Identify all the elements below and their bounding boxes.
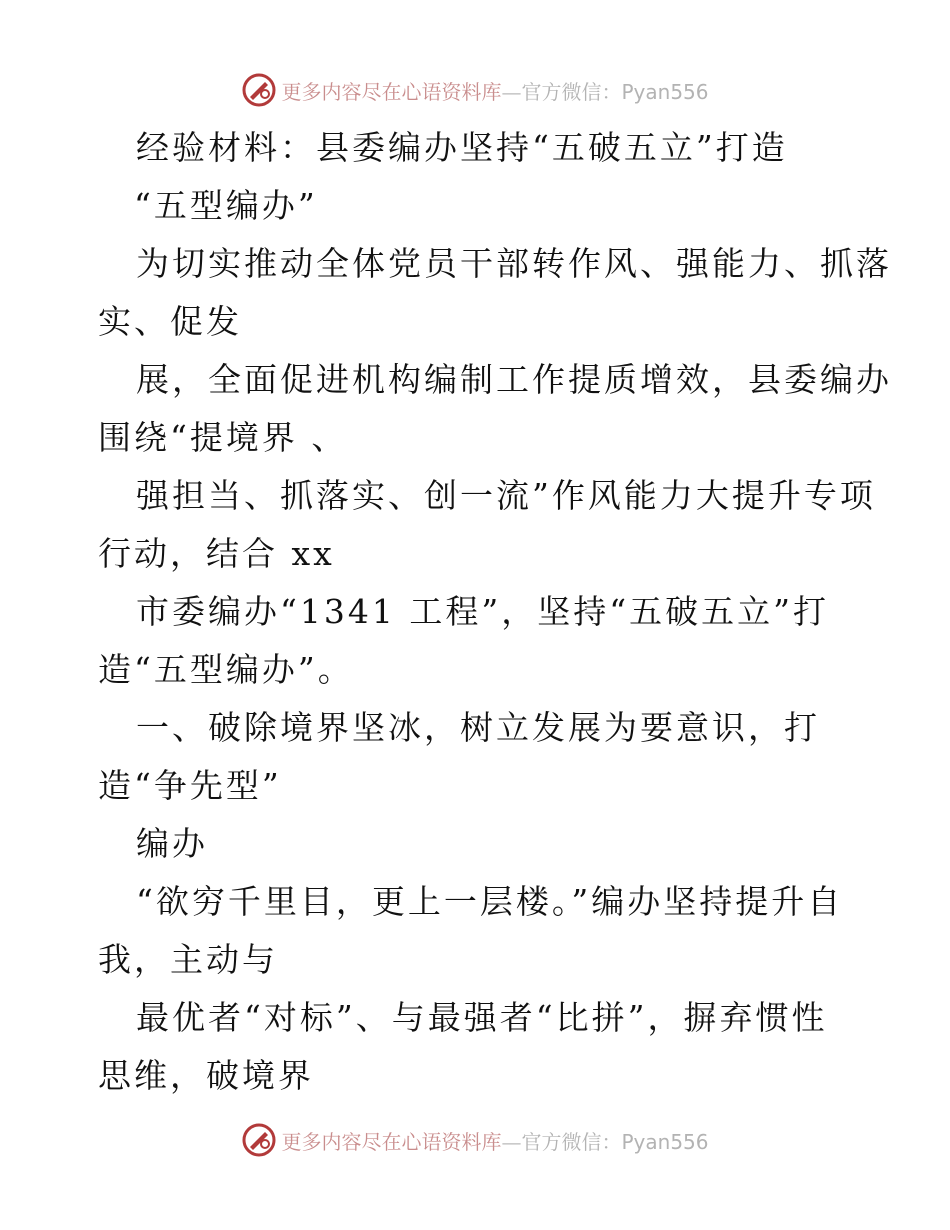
watermark-wechat-label: 官方微信： bbox=[521, 1129, 622, 1154]
watermark-separator: — bbox=[501, 79, 522, 104]
section-heading-line-3: 编办 bbox=[136, 824, 208, 863]
paragraph-line: 实、促发 bbox=[98, 302, 242, 341]
watermark-wechat-id: Pyan556 bbox=[621, 1129, 709, 1154]
paragraph-line: 我，主动与 bbox=[98, 940, 278, 979]
paragraph-line: 展，全面促进机构编制工作提质增效，县委编办 bbox=[136, 360, 892, 399]
watermark-text bbox=[281, 1126, 708, 1155]
watermark-site-text: 更多内容尽在心语资料库 bbox=[281, 79, 502, 104]
document-title-line-2: “五型编办” bbox=[134, 186, 318, 225]
document-title-line-1: 经验材料：县委编办坚持“五破五立”打造 bbox=[136, 128, 788, 167]
watermark-text bbox=[281, 76, 708, 105]
paragraph-line: 为切实推动全体党员干部转作风、强能力、抓落 bbox=[136, 244, 892, 283]
watermark-separator: — bbox=[501, 1129, 522, 1154]
paragraph-line: “欲穷千里目，更上一层楼。”编办坚持提升自 bbox=[136, 882, 844, 921]
section-heading-line-2: 造“争先型” bbox=[98, 766, 282, 805]
paragraph-line: 思维，破境界 bbox=[98, 1056, 314, 1095]
paragraph-line: 市委编办“1341 工程”，坚持“五破五立”打 bbox=[136, 592, 829, 631]
watermark-site-text: 更多内容尽在心语资料库 bbox=[281, 1129, 502, 1154]
paragraph-line: 强担当、抓落实、创一流”作风能力大提升专项 bbox=[136, 476, 876, 515]
brand-logo-icon bbox=[241, 72, 277, 108]
watermark-wechat-id: Pyan556 bbox=[621, 79, 709, 104]
paragraph-line: 最优者“对标”、与最强者“比拼”，摒弃惯性 bbox=[136, 998, 828, 1037]
paragraph-line: 行动，结合 xx bbox=[98, 534, 335, 573]
header-watermark bbox=[0, 68, 950, 112]
footer-watermark bbox=[0, 1118, 950, 1162]
paragraph-line: 造“五型编办”。 bbox=[98, 650, 354, 689]
watermark-wechat-label: 官方微信： bbox=[521, 79, 622, 104]
paragraph-line: 围绕“提境界 、 bbox=[98, 418, 348, 457]
brand-logo-icon bbox=[241, 1122, 277, 1158]
section-heading-line-1: 一、破除境界坚冰，树立发展为要意识，打 bbox=[136, 708, 820, 747]
